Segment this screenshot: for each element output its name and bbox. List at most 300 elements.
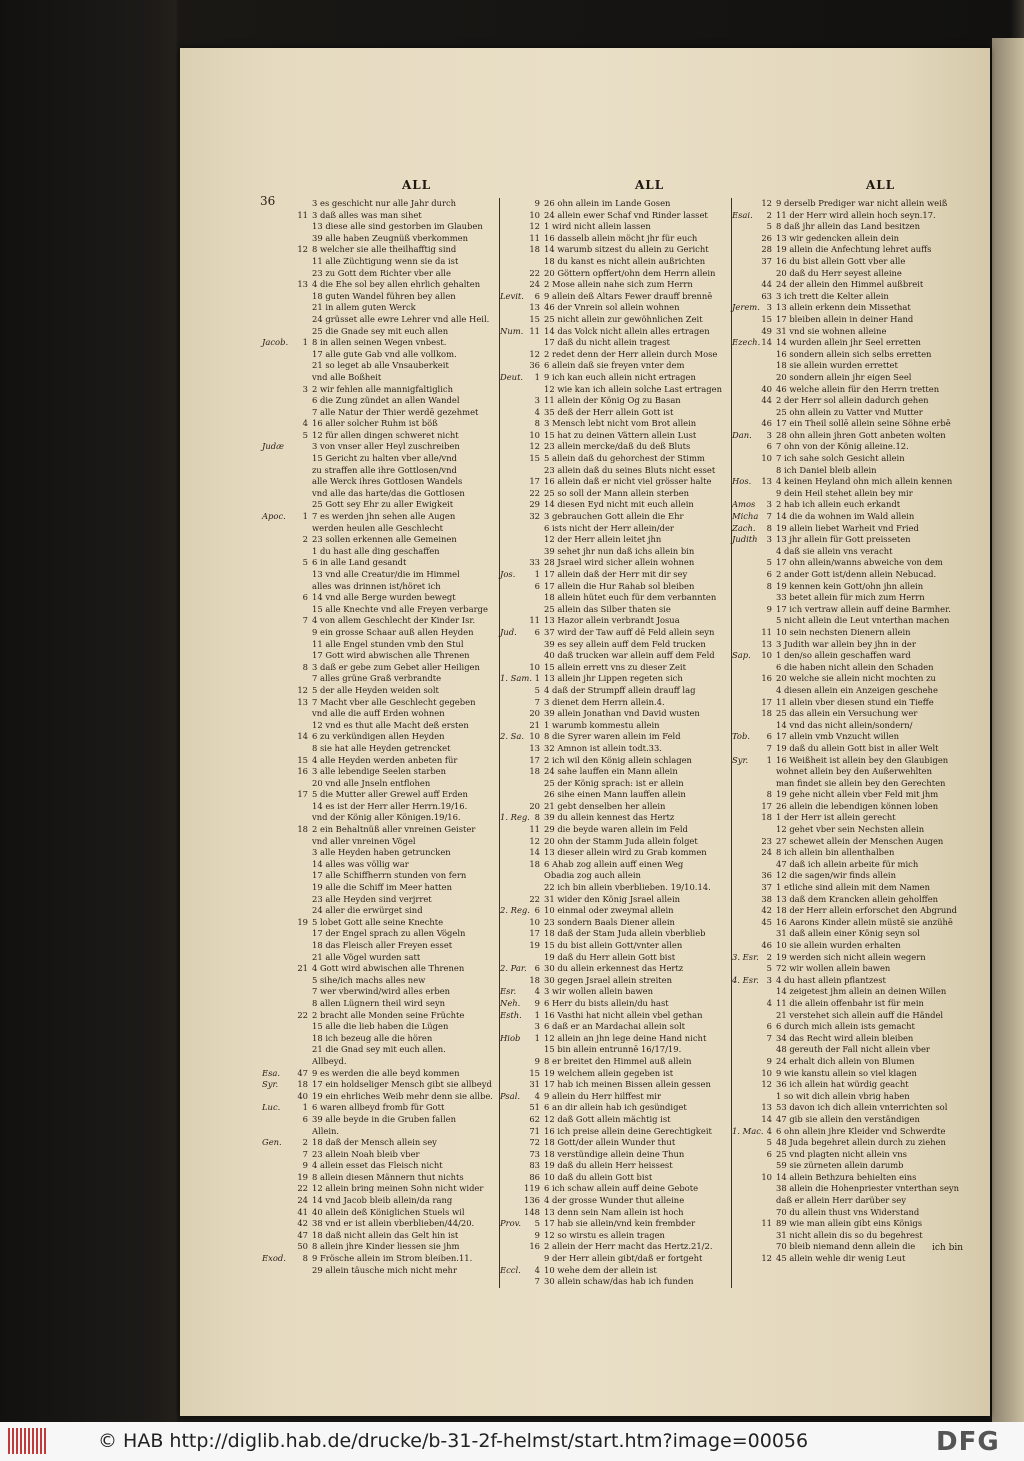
book-abbrev: Esa. [262, 1067, 281, 1078]
index-entry [262, 279, 498, 291]
entry-text: 20 sondern allein jhr eigen Seel [776, 371, 912, 382]
chapter-number: 9 [534, 997, 540, 1008]
chapter-number: 6 [302, 1113, 308, 1124]
chapter-number: 6 [766, 569, 772, 579]
index-entry [500, 1207, 730, 1219]
book-abbrev: 1. Sam. [500, 673, 532, 684]
entry-text: 45 allein wehle dir wenig Leut [776, 1253, 906, 1264]
index-entry [262, 244, 498, 256]
entry-text: 24 aller die erwürget sind [312, 905, 423, 916]
index-entry [262, 302, 498, 314]
index-entry [732, 662, 988, 674]
chapter-number: 10 [761, 1171, 772, 1182]
book-abbrev: Hiob [500, 1032, 521, 1043]
index-entry [262, 453, 498, 465]
entry-text: Allein. [312, 1125, 340, 1136]
chapter-number: 6 [766, 1021, 772, 1032]
entry-text: 24 grüsset alle ewre Lehrer vnd alle Heil. [312, 313, 490, 324]
index-entry [262, 233, 498, 245]
entry-text: 10 daß du allein Gott bist [544, 1171, 653, 1182]
entry-text: 5 der alle Heyden weiden solt [312, 684, 439, 695]
index-entry [500, 847, 730, 859]
index-entry [500, 1056, 730, 1068]
entry-text: 9 dein Heil stehet allein bey mir [776, 487, 913, 498]
index-entry [262, 534, 498, 546]
entry-text: 4 keinen Heyland ohn mich allein kennen [776, 476, 953, 487]
entry-text: 2 ein Behaltnüß aller vnreinen Geister [312, 824, 476, 835]
index-entry [500, 697, 730, 709]
index-entry [732, 349, 988, 361]
index-entry [262, 778, 498, 790]
chapter-number: 6 [534, 290, 540, 301]
entry-text: 13 dieser allein wird zu Grab kommen [544, 847, 707, 858]
entry-text: 28 Jsrael wird sicher allein wohnen [544, 557, 695, 568]
entry-text: 6 Ahab zog allein auff einen Weg [544, 858, 684, 869]
index-entry [500, 1068, 730, 1080]
entry-text: 39 es sey allein auff dem Feld trucken [544, 638, 706, 649]
chapter-number: 10 [529, 429, 540, 440]
book-abbrev: 2. Reg. [500, 905, 530, 916]
entry-text: 8 allen Lügnern theil wird seyn [312, 997, 446, 1008]
book-abbrev: Deut. [500, 371, 524, 382]
book-abbrev: Tob. [732, 731, 751, 742]
entry-text: 4 von allem Geschlecht der Kinder Isr. [312, 615, 476, 626]
entry-text: 15 alle Knechte vnd alle Freyen verbarge [312, 603, 488, 614]
index-entry [732, 847, 988, 859]
chapter-number: 10 [529, 731, 540, 742]
chapter-number: 11 [761, 1218, 772, 1229]
entry-text: 31 wider den König Jsrael allein [544, 893, 681, 904]
index-entry [262, 650, 498, 662]
entry-text: 12 wie kan ich allein solche Last ertragen [544, 383, 723, 394]
index-entry [500, 453, 730, 465]
entry-text: 15 bin allein entrunnē 16/17/19. [544, 1044, 682, 1055]
entry-text: 6 Herr du bists allein/du hast [544, 997, 669, 1008]
chapter-number: 11 [529, 325, 540, 336]
entry-text: 19 alle die Schiff im Meer hatten [312, 882, 452, 893]
entry-text: 3 daß er gebe zum Gebet aller Heiligen [312, 661, 480, 672]
entry-text: 8 daß jhr allein das Land besitzen [776, 221, 921, 232]
entry-text: 10 sein nechsten Dienern allein [776, 626, 911, 637]
chapter-number: 12 [529, 835, 540, 846]
chapter-number: 13 [529, 302, 540, 313]
chapter-number: 10 [761, 453, 772, 464]
chapter-number: 15 [761, 313, 772, 324]
chapter-number: 12 [761, 1079, 772, 1090]
index-entry [262, 986, 498, 998]
index-entry [262, 755, 498, 767]
index-entry [732, 256, 988, 268]
entry-text: 40 allein deß Königlichen Stuels wil [312, 1206, 465, 1217]
index-entry [262, 499, 498, 511]
index-entry [732, 488, 988, 500]
entry-text: 1 den/so allein geschaffen ward [776, 650, 911, 661]
chapter-number: 9 [766, 603, 772, 614]
index-entry [500, 198, 730, 210]
entry-text: 24 erhalt dich allein von Blumen [776, 1055, 915, 1066]
entry-text: 31 vnd sie wohnen alleine [776, 325, 887, 336]
chapter-number: 20 [529, 708, 540, 719]
chapter-number: 1 [534, 673, 540, 684]
chapter-number: 10 [761, 1067, 772, 1078]
index-entry [500, 465, 730, 477]
entry-text: 2 hab ich allein euch erkandt [776, 499, 901, 510]
entry-text: 7 alles grüne Graß verbrandte [312, 673, 442, 684]
index-entry [262, 1265, 498, 1277]
index-entry [262, 523, 498, 535]
entry-text: 5 die Mutter aller Grewel auff Erden [312, 789, 468, 800]
chapter-number: 1 [534, 1032, 540, 1043]
chapter-number: 12 [529, 441, 540, 452]
index-entry [262, 905, 498, 917]
book-abbrev: Judith [732, 534, 758, 545]
index-entry [262, 256, 498, 268]
entry-text: 8 die Syrer waren allein im Feld [544, 731, 681, 742]
index-entry [500, 418, 730, 430]
entry-text: 20 ohn der Stamm Juda allein folget [544, 835, 698, 846]
entry-text: 39 du allein kennest das Hertz [544, 812, 675, 823]
chapter-number: 6 [302, 592, 308, 603]
index-entry [500, 1230, 730, 1242]
entry-text: alle Werck ihres Gottlosen Wandels [312, 476, 463, 487]
index-entry [262, 1172, 498, 1184]
index-entry [262, 1091, 498, 1103]
entry-text: 6 ich schaw allein auff deine Gebote [544, 1183, 699, 1194]
index-entry [500, 1160, 730, 1172]
entry-text: 13 jhr allein für Gott preisseten [776, 534, 911, 545]
entry-text: 12 der Herr allein leitet jhn [544, 534, 662, 545]
entry-text: 7 ohn von der König alleine.12. [776, 441, 909, 452]
index-entry [500, 476, 730, 488]
chapter-number: 3 [302, 383, 308, 394]
entry-text: 18 das Fleisch aller Freyen esset [312, 940, 453, 950]
index-entry [262, 465, 498, 477]
index-entry [500, 244, 730, 256]
index-entry [500, 1218, 730, 1230]
chapter-number: 4 [534, 1264, 540, 1275]
chapter-number: 18 [529, 858, 540, 869]
entry-text: 3 dienet dem Herrn allein.4. [544, 696, 665, 707]
index-entry [262, 1102, 498, 1114]
index-entry [262, 720, 498, 732]
entry-text: man findet sie allein bey den Gerechten [776, 777, 946, 788]
entry-text: 7 es werden jhn sehen alle Augen [312, 511, 456, 522]
index-entry [500, 650, 730, 662]
chapter-number: 15 [529, 1067, 540, 1078]
index-entry [732, 720, 988, 732]
entry-text: 5 sihe/ich machs alles new [312, 974, 426, 985]
index-entry [500, 1241, 730, 1253]
chapter-number: 14 [761, 337, 772, 348]
chapter-number: 49 [761, 325, 772, 336]
entry-text: 25 die Gnade sey mit euch allen [312, 325, 449, 336]
index-entry [262, 766, 498, 778]
entry-text: 17 ein holdseliger Mensch gibt sie allbeyd [312, 1079, 492, 1090]
index-entry [500, 928, 730, 940]
chapter-number: 46 [761, 940, 772, 950]
chapter-number: 38 [761, 893, 772, 904]
index-entry [500, 708, 730, 720]
book-abbrev: Luc. [262, 1102, 281, 1113]
entry-text: 70 du allein thust vns Widerstand [776, 1206, 920, 1217]
entry-text: 18 sie allein wurden errettet [776, 360, 898, 371]
index-entry [500, 592, 730, 604]
index-entry [262, 743, 498, 755]
chapter-number: 7 [766, 742, 772, 753]
index-entry [732, 523, 988, 535]
index-entry [500, 407, 730, 419]
index-entry [500, 662, 730, 674]
entry-text: 12 vnd es thut alle Macht deß ersten [312, 719, 469, 730]
chapter-number: 119 [524, 1183, 540, 1194]
index-entry [732, 395, 988, 407]
index-entry [500, 1137, 730, 1149]
chapter-number: 6 [534, 580, 540, 591]
index-entry [500, 604, 730, 616]
chapter-number: 1 [534, 371, 540, 382]
index-entry [732, 928, 988, 940]
index-entry [500, 975, 730, 987]
chapter-number: 8 [534, 418, 540, 429]
chapter-number: 14 [761, 1113, 772, 1124]
index-entry [732, 1218, 988, 1230]
chapter-number: 17 [761, 800, 772, 811]
entry-text: 15 Gericht zu halten vber alle/vnd [312, 453, 458, 464]
entry-text: 3 Mensch lebt nicht vom Brot allein [544, 418, 697, 429]
entry-text: 39 allein Jonathan vnd David wusten [544, 708, 700, 719]
book-abbrev: Sap. [732, 650, 751, 661]
index-entry [500, 1010, 730, 1022]
chapter-number: 19 [529, 940, 540, 950]
chapter-number: 22 [529, 487, 540, 498]
index-entry [732, 418, 988, 430]
entry-text: 13 denn sein Nam allein ist hoch [544, 1206, 684, 1217]
index-entry [262, 731, 498, 743]
entry-text: 12 allein an jhn lege deine Hand nicht [544, 1032, 707, 1043]
chapter-number: 23 [761, 835, 772, 846]
index-entry [500, 546, 730, 558]
entry-text: 23 sondern Baals Diener allein [544, 916, 675, 927]
index-entry [500, 685, 730, 697]
entry-text: daß er allein Herr darüber sey [776, 1195, 906, 1206]
index-entry [500, 789, 730, 801]
entry-text: 31 nicht allein dis so du begehrest [776, 1229, 923, 1240]
index-entry [732, 975, 988, 987]
index-entry [500, 1126, 730, 1138]
entry-text: 25 der König sprach: ist er allein [544, 777, 684, 788]
index-entry [262, 1056, 498, 1068]
chapter-number: 12 [761, 1253, 772, 1264]
index-entry [262, 592, 498, 604]
index-entry [500, 233, 730, 245]
index-entry [732, 778, 988, 790]
index-entry [732, 731, 988, 743]
book-abbrev: Prov. [500, 1218, 522, 1229]
entry-text: 4 der grosse Wunder thut alleine [544, 1195, 685, 1206]
chapter-number: 24 [297, 1195, 308, 1206]
chapter-number: 36 [529, 360, 540, 371]
chapter-number: 50 [297, 1241, 308, 1252]
index-entry [262, 407, 498, 419]
chapter-number: 42 [761, 905, 772, 916]
index-entry [732, 998, 988, 1010]
book-abbrev: Esth. [500, 1009, 522, 1020]
chapter-number: 3 [766, 974, 772, 985]
index-entry [262, 801, 498, 813]
entry-text: 1 so wit dich allein vbrig haben [776, 1090, 910, 1101]
chapter-number: 10 [529, 209, 540, 220]
entry-text: 15 allein errett vns zu dieser Zeit [544, 661, 686, 672]
entry-text: 11 alle Engel stunden vmb den Stul [312, 638, 464, 649]
footer-credit-link[interactable]: © HAB http://diglib.hab.de/drucke/b-31-2f-helmst/start.htm?image=00056 [98, 1430, 809, 1452]
entry-text: 34 das Recht wird allein bleiben [776, 1032, 914, 1043]
chapter-number: 7 [534, 696, 540, 707]
index-entry [500, 812, 730, 824]
index-entry [262, 441, 498, 453]
entry-text: 2 bracht alle Monden seine Früchte [312, 1009, 465, 1020]
entry-text: 9 wie kanstu allein so viel klagen [776, 1067, 917, 1078]
chapter-number: 9 [534, 1229, 540, 1240]
entry-text: 1 du hast alle ding geschaffen [312, 545, 440, 556]
entry-text: 17 der Engel sprach zu allen Vögeln [312, 928, 466, 939]
chapter-number: 7 [302, 615, 308, 626]
entry-text: 23 alle Heyden sind verjrret [312, 893, 432, 904]
chapter-number: 7 [766, 1032, 772, 1043]
chapter-number: 3 [766, 429, 772, 440]
entry-text: 4 daß sie allein vns veracht [776, 545, 893, 556]
entry-text: 29 die beyde waren allein im Feld [544, 824, 688, 835]
index-entry [732, 499, 988, 511]
chapter-number: 12 [297, 244, 308, 255]
chapter-number: 5 [534, 684, 540, 695]
entry-text: 35 deß der Herr allein Gott ist [544, 406, 674, 417]
index-entry [262, 685, 498, 697]
entry-text: 3 daß alles was man sihet [312, 209, 422, 220]
index-entry [732, 534, 988, 546]
index-entry [262, 384, 498, 396]
entry-text: 8 welcher sie alle theilhafftig sind [312, 244, 457, 255]
chapter-number: 21 [529, 719, 540, 730]
book-abbrev: Dan. [732, 429, 752, 440]
entry-text: 6 an dir allein hab ich gesündiget [544, 1102, 687, 1113]
chapter-number: 7 [766, 511, 772, 522]
entry-text: 6 in alle Land gesandt [312, 557, 407, 568]
index-entry [262, 894, 498, 906]
entry-text: 12 so wirstu es allein tragen [544, 1229, 665, 1240]
entry-text: 18 daß nicht allein das Gelt hin ist [312, 1229, 459, 1240]
entry-text: 6 die Zung zündet an allen Wandel [312, 395, 460, 406]
book-abbrev: Levit. [500, 290, 524, 301]
entry-text: 2 Mose allein nahe sich zum Herrn [544, 279, 693, 290]
entry-text: 32 Amnon ist allein todt.33. [544, 742, 662, 753]
entry-text: 16 aller solcher Ruhm ist böß [312, 418, 438, 429]
chapter-number: 11 [297, 209, 308, 220]
entry-text: 4 alle Heyden werden anbeten für [312, 754, 458, 765]
entry-text: 14 vnd Jacob bleib allein/da rang [312, 1195, 453, 1206]
book-abbrev: Jacob. [262, 337, 289, 348]
entry-text: 21 so leget ab alle Vnsauberkeit [312, 360, 449, 371]
entry-text: 25 vnd plagten nicht allein vns [776, 1148, 907, 1159]
index-entry [500, 615, 730, 627]
chapter-number: 1 [534, 1009, 540, 1020]
entry-text: 20 vnd alle Jnseln entflohen [312, 777, 431, 788]
chapter-number: 2 [302, 1137, 308, 1148]
index-entry [500, 755, 730, 767]
entry-text: 12 für allen dingen schweret nicht [312, 429, 459, 440]
chapter-number: 18 [529, 766, 540, 777]
index-entry [732, 302, 988, 314]
entry-text: 17 hab ich meinen Bissen allein gessen [544, 1079, 711, 1090]
book-abbrev: Psal. [500, 1090, 521, 1101]
entry-text: 46 welche allein für den Herrn tretten [776, 383, 940, 394]
chapter-number: 2 [766, 209, 772, 220]
chapter-number: 1 [534, 569, 540, 579]
chapter-number: 4 [534, 986, 540, 997]
entry-text: 3 wir wollen allein bawen [544, 986, 653, 997]
index-entry [262, 337, 498, 349]
index-entry [500, 720, 730, 732]
entry-text: 38 allein die Hohenpriester vnterthan seyn [776, 1183, 960, 1194]
index-entry [262, 662, 498, 674]
entry-text: 20 Göttern opffert/ohn dem Herrn allein [544, 267, 716, 278]
index-entry [500, 905, 730, 917]
entry-text: vnd alle die auff Erden wohnen [312, 708, 445, 719]
book-abbrev: 4. Esr. [732, 974, 759, 985]
index-entry [262, 198, 498, 210]
index-entry [500, 256, 730, 268]
entry-text: 89 wie man allein gibt eins Königs [776, 1218, 923, 1229]
index-entry [262, 314, 498, 326]
entry-text: 3 ich trett die Kelter allein [776, 290, 889, 301]
chapter-number: 13 [529, 742, 540, 753]
index-entry [732, 894, 988, 906]
chapter-number: 40 [297, 1090, 308, 1101]
index-entry [732, 569, 988, 581]
index-entry [500, 384, 730, 396]
index-entry [732, 743, 988, 755]
entry-text: vnd aller vnreinen Vögel [312, 835, 416, 846]
entry-text: 48 Juda begehret allein durch zu ziehen [776, 1137, 946, 1148]
entry-text: 8 er breitet den Himmel auß allein [544, 1055, 692, 1066]
entry-text: 48 gereuth der Fall nicht allein vber [776, 1044, 930, 1055]
chapter-number: 6 [766, 731, 772, 742]
entry-text: 8 sie hat alle Heyden getrencket [312, 742, 451, 753]
index-entry [262, 627, 498, 639]
index-entry [500, 859, 730, 871]
index-entry [500, 639, 730, 651]
index-entry [732, 1068, 988, 1080]
chapter-number: 22 [529, 267, 540, 278]
book-abbrev: Jerem. [732, 302, 760, 313]
chapter-number: 4 [534, 406, 540, 417]
entry-text: 21 gebt denselben her allein [544, 800, 666, 811]
entry-text: 18 ich bezeug alle die hören [312, 1032, 433, 1043]
index-entry [732, 465, 988, 477]
entry-text: 36 ich allein hat würdig geacht [776, 1079, 909, 1090]
chapter-number: 13 [761, 476, 772, 487]
chapter-number: 72 [529, 1137, 540, 1148]
chapter-number: 4 [766, 997, 772, 1008]
entry-text: 33 betet allein für mich zum Herrn [776, 592, 925, 603]
chapter-number: 9 [766, 1055, 772, 1066]
chapter-number: 2 [766, 951, 772, 962]
chapter-number: 15 [529, 453, 540, 464]
entry-text: 8 in allen seinen Wegen vnbest. [312, 337, 447, 348]
entry-text: 24 allein ewer Schaf vnd Rinder lasset [544, 209, 708, 220]
index-entry [500, 1276, 730, 1288]
entry-text: 25 Gott sey Ehr zu aller Ewigkeit [312, 499, 454, 510]
index-entry [500, 534, 730, 546]
